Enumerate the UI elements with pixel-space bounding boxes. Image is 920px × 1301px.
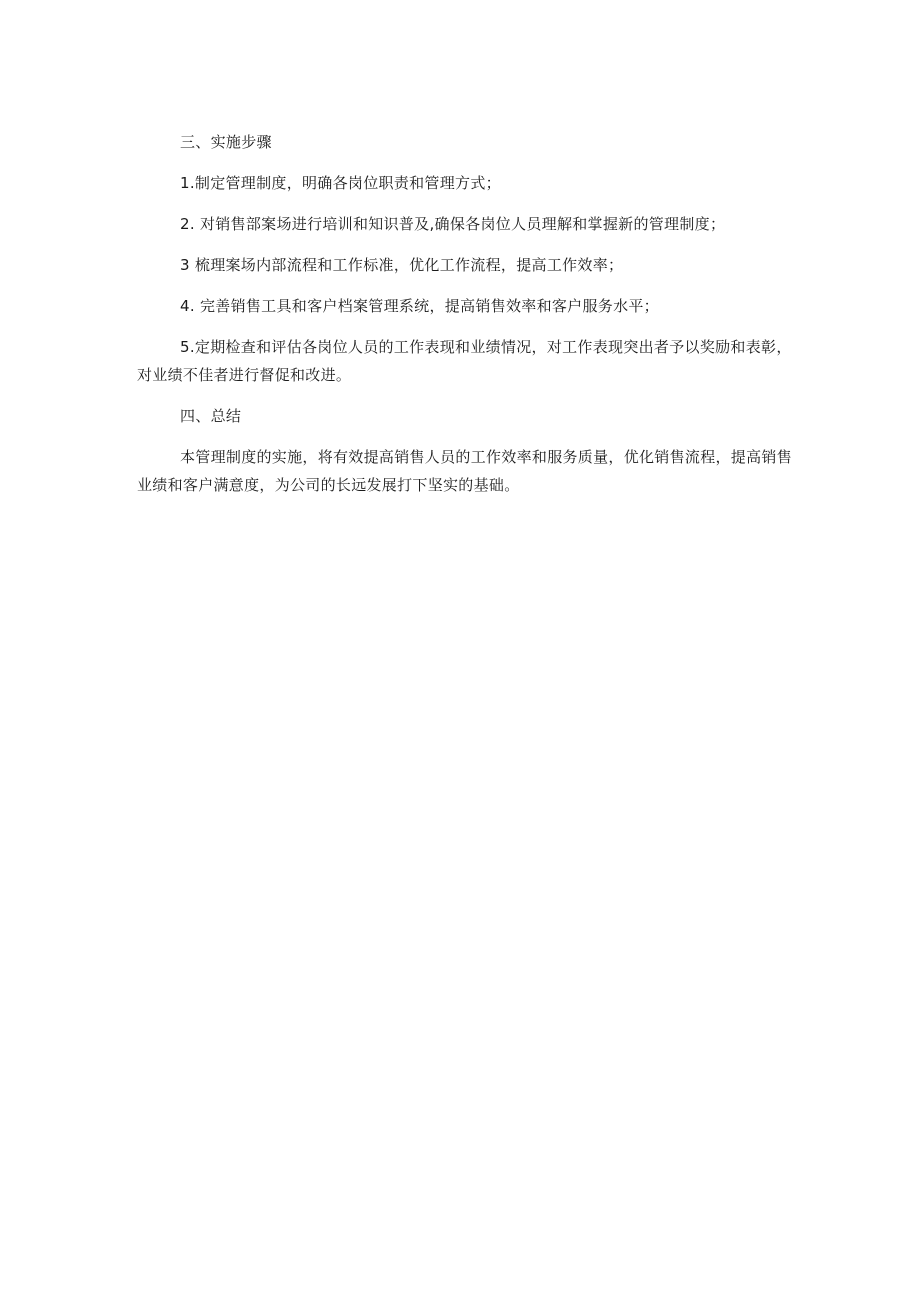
document-body [137, 128, 797, 499]
step-3: 3 梳理案场内部流程和工作标准，优化工作流程，提高工作效率； [180, 256, 624, 274]
step-1: 1.制定管理制度，明确各岗位职责和管理方式； [180, 174, 501, 192]
step-2: 2. 对销售部案场进行培训和知识普及,确保各岗位人员理解和掌握新的管理制度； [180, 215, 726, 233]
summary-paragraph: 本管理制度的实施，将有效提高销售人员的工作效率和服务质量，优化销售流程，提高销售业绩和客户满意度，为公司的长远发展打下坚实的基础。 [137, 448, 793, 494]
step-5: 5.定期检查和评估各岗位人员的工作表现和业绩情况，对工作表现突出者予以奖励和表彰，对业绩不佳者进行督促和改进。 [137, 338, 792, 384]
step-4: 4. 完善销售工具和客户档案管理系统，提高销售效率和客户服务水平； [180, 297, 659, 315]
section-heading-summary: 四、总结 [180, 407, 242, 425]
section-heading-implementation: 三、实施步骤 [180, 133, 272, 151]
